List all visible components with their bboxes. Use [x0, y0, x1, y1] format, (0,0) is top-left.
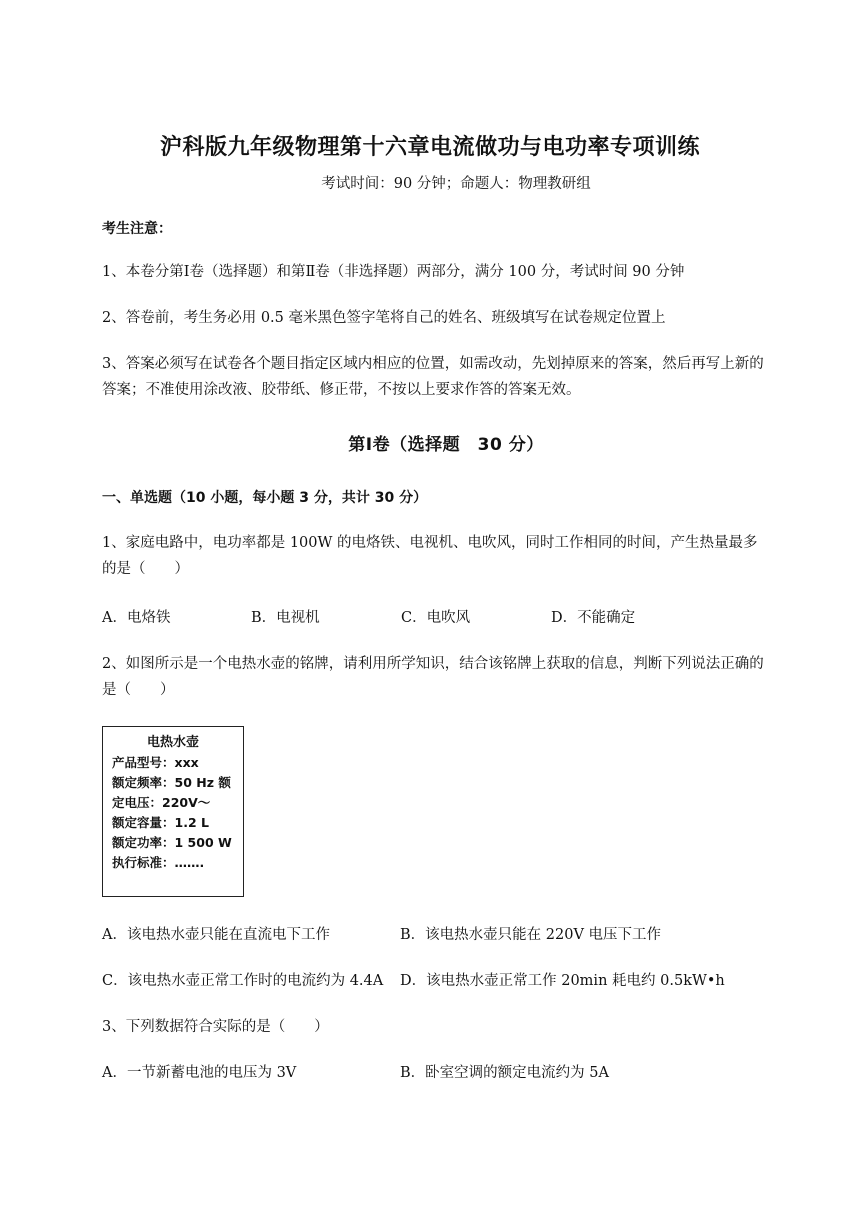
option-d: D．该电热水壶正常工作 20min 耗电约 0.5kW•h — [400, 973, 725, 989]
option-c: C．该电热水壶正常工作时的电流约为 4.4A — [102, 973, 384, 989]
notice-item: 1、本卷分第Ⅰ卷（选择题）和第Ⅱ卷（非选择题）两部分，满分 100 分，考试时间 90 分钟 — [102, 264, 685, 280]
option-a: A．一节新蓄电池的电压为 3V — [102, 1065, 297, 1081]
nameplate-row: 额定功率：1 500 W — [112, 835, 232, 850]
notice-heading: 考生注意： — [102, 221, 172, 237]
page-title: 沪科版九年级物理第十六章电流做功与电功率专项训练 — [159, 135, 700, 160]
nameplate-row: 额定容量：1.2 L — [112, 815, 209, 830]
option-a: A．该电热水壶只能在直流电下工作 — [102, 927, 330, 943]
nameplate-row: 执行标准：……. — [112, 855, 205, 870]
option-b: B．电视机 — [251, 610, 320, 626]
option-d: D．不能确定 — [551, 610, 636, 626]
nameplate-row: 产品型号：xxx — [112, 755, 199, 770]
option-c: C．电吹风 — [401, 610, 471, 626]
option-b: B．卧室空调的额定电流约为 5A — [400, 1065, 609, 1081]
nameplate-row: 额定频率：50 Hz 额 — [112, 775, 231, 790]
kettle-nameplate — [102, 726, 244, 897]
option-b: B．该电热水壶只能在 220V 电压下工作 — [400, 927, 662, 943]
nameplate-row: 定电压：220V～ — [112, 795, 211, 810]
part-heading: 一、单选题（10 小题，每小题 3 分，共计 30 分） — [102, 490, 428, 506]
question-stem: 1、家庭电路中，电功率都是 100W 的电烙铁、电视机、电吹风，同时工作相同的时间，产生热量最多的是（ ） — [102, 535, 758, 577]
question-stem: 2、如图所示是一个电热水壶的铭牌，请利用所学知识，结合该铭牌上获取的信息，判断下列说法正确的是（ ） — [102, 656, 764, 698]
section-title: 第Ⅰ卷（选择题 30 分） — [348, 435, 544, 455]
notice-item: 3、答案必须写在试卷各个题目指定区域内相应的位置，如需改动，先划掉原来的答案，然后再写上新的答案；不准使用涂改液、胶带纸、修正带，不按以上要求作答的答案无效。 — [102, 356, 764, 398]
nameplate-title: 电热水壶 — [146, 735, 199, 750]
notice-item: 2、答卷前，考生务必用 0.5 毫米黑色签字笔将自己的姓名、班级填写在试卷规定位置上 — [102, 310, 666, 326]
option-a: A．电烙铁 — [102, 610, 171, 626]
question-stem: 3、下列数据符合实际的是（ ） — [102, 1019, 329, 1035]
exam-info: 考试时间：90 分钟；命题人：物理教研组 — [321, 176, 591, 192]
